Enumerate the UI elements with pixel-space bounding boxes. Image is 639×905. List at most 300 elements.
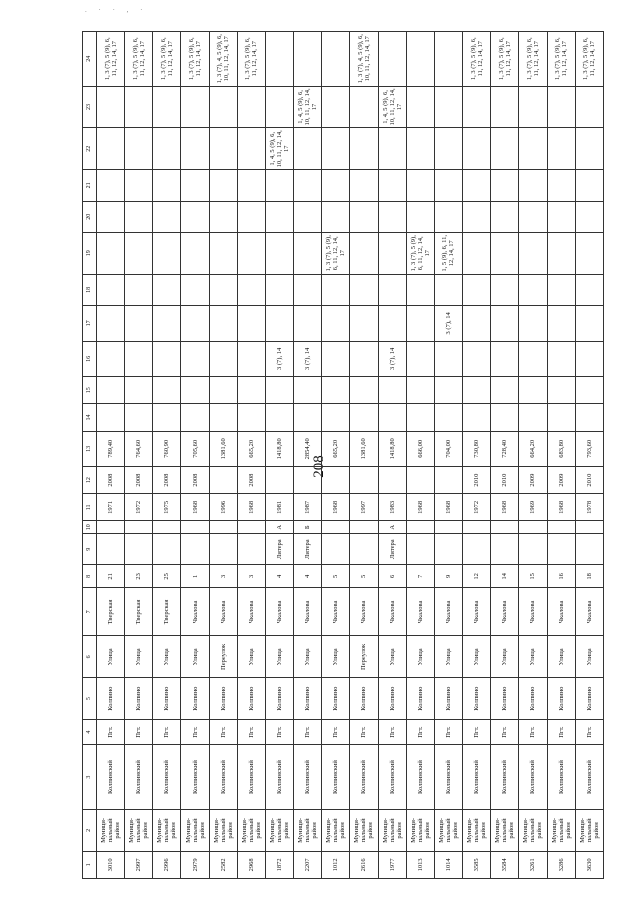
cell-c24: 1, 3 (7), 5 (9), 6, 11, 12, 14, 17: [125, 32, 153, 87]
cell-c16: [547, 341, 575, 377]
cell-c16: [463, 341, 491, 377]
cell-street: Чкалова: [350, 588, 378, 636]
cell-c20: [519, 201, 547, 232]
cell-c20: [181, 201, 209, 232]
cell-letter-label: [322, 534, 350, 565]
cell-c17: [125, 306, 153, 342]
column-number-1: 1: [83, 851, 97, 878]
cell-letter-label: [209, 534, 237, 565]
cell-c20: [434, 201, 462, 232]
cell-district-name: Колпинский: [294, 745, 322, 810]
cell-c17: [153, 306, 181, 342]
cell-c18: [265, 274, 293, 305]
cell-c18: [153, 274, 181, 305]
cell-year-built: 1996: [209, 494, 237, 521]
cell-c15: [153, 377, 181, 404]
cell-district-type: Муници-пальный район: [378, 810, 406, 852]
cell-settlement-type: Пгт.: [463, 720, 491, 745]
cell-year-built: 1978: [575, 494, 603, 521]
cell-c15: [209, 377, 237, 404]
cell-settlement-type: Пгт.: [519, 720, 547, 745]
cell-c21: [125, 170, 153, 201]
cell-c22: [547, 128, 575, 170]
cell-c19: [547, 232, 575, 274]
cell-c18: [294, 274, 322, 305]
cell-district-type: Муници-пальный район: [209, 810, 237, 852]
cell-c16: [97, 341, 125, 377]
cell-c24: [406, 32, 434, 87]
cell-c16: [209, 341, 237, 377]
cell-c14: [575, 404, 603, 431]
cell-letter: [153, 521, 181, 534]
cell-year-repair: [434, 467, 462, 494]
table-row: [322, 32, 350, 879]
cell-street: Чкалова: [181, 588, 209, 636]
column-number-9: 9: [83, 534, 97, 565]
cell-house-number: 15: [519, 565, 547, 588]
cell-letter: [406, 521, 434, 534]
cell-year-built: 1968: [406, 494, 434, 521]
cell-c14: [519, 404, 547, 431]
cell-settlement: Колпино: [294, 678, 322, 720]
cell-c14: [434, 404, 462, 431]
cell-street-type: Улица: [463, 636, 491, 678]
cell-letter: [575, 521, 603, 534]
table-row: [463, 32, 491, 879]
cell-house-number: 16: [547, 565, 575, 588]
cell-id: 3286: [547, 851, 575, 878]
cell-c24: [322, 32, 350, 87]
cell-c22: [209, 128, 237, 170]
cell-house-number: 5: [350, 565, 378, 588]
cell-street-type: Улица: [406, 636, 434, 678]
cell-c22: [434, 128, 462, 170]
cell-settlement-type: Пгт.: [97, 720, 125, 745]
cell-c18: [350, 274, 378, 305]
cell-settlement: Колпино: [350, 678, 378, 720]
column-number-5: 5: [83, 678, 97, 720]
cell-c24: 1, 3 (7), 5 (9), 6, 11, 12, 14, 17: [97, 32, 125, 87]
cell-c15: [434, 377, 462, 404]
cell-settlement: Колпино: [378, 678, 406, 720]
cell-street-type: Улица: [237, 636, 265, 678]
cell-c20: [350, 201, 378, 232]
cell-district-name: Колпинский: [575, 745, 603, 810]
cell-settlement-type: Пгт.: [547, 720, 575, 745]
cell-street: Чкалова: [378, 588, 406, 636]
cell-letter-label: [406, 534, 434, 565]
cell-area: 1418,80: [265, 431, 293, 467]
cell-house-number: 14: [491, 565, 519, 588]
cell-id: 1012: [322, 851, 350, 878]
cell-street-type: Переулок: [350, 636, 378, 678]
table-row: [406, 32, 434, 879]
table-row: [209, 32, 237, 879]
cell-settlement: Колпино: [491, 678, 519, 720]
cell-id: 2979: [181, 851, 209, 878]
cell-district-name: Колпинский: [125, 745, 153, 810]
column-number-20: 20: [83, 201, 97, 232]
cell-letter-label: [237, 534, 265, 565]
cell-settlement: Колпино: [322, 678, 350, 720]
column-number-8: 8: [83, 565, 97, 588]
cell-year-repair: 2008: [237, 467, 265, 494]
cell-area: 1418,80: [378, 431, 406, 467]
cell-c23: [265, 86, 293, 128]
cell-c16: [322, 341, 350, 377]
cell-c21: [153, 170, 181, 201]
cell-settlement: Колпино: [237, 678, 265, 720]
table-row: [547, 32, 575, 879]
cell-house-number: 9: [434, 565, 462, 588]
cell-street: Тверская: [153, 588, 181, 636]
cell-c21: [378, 170, 406, 201]
cell-district-type: Муници-пальный район: [181, 810, 209, 852]
cell-c15: [350, 377, 378, 404]
cell-district-name: Колпинский: [265, 745, 293, 810]
cell-settlement: Колпино: [547, 678, 575, 720]
cell-c19: 1, 5 (9), 6, 11, 12, 14, 17: [434, 232, 462, 274]
cell-house-number: 3: [237, 565, 265, 588]
cell-c16: 3 (7), 14: [294, 341, 322, 377]
cell-year-repair: [265, 467, 293, 494]
cell-area: 2854,40: [294, 431, 322, 467]
cell-area: 1381,60: [209, 431, 237, 467]
cell-district-name: Колпинский: [350, 745, 378, 810]
cell-district-type: Муници-пальный район: [547, 810, 575, 852]
cell-street-type: Улица: [575, 636, 603, 678]
column-number-17: 17: [83, 306, 97, 342]
cell-district-name: Колпинский: [491, 745, 519, 810]
cell-street-type: Улица: [491, 636, 519, 678]
table-row: [97, 32, 125, 879]
cell-district-name: Колпинский: [153, 745, 181, 810]
table-row: [265, 32, 293, 879]
cell-c23: [322, 86, 350, 128]
cell-district-name: Колпинский: [97, 745, 125, 810]
cell-settlement: Колпино: [575, 678, 603, 720]
cell-c17: [322, 306, 350, 342]
cell-c16: [153, 341, 181, 377]
cell-c20: [547, 201, 575, 232]
cell-district-type: Муници-пальный район: [406, 810, 434, 852]
cell-letter-label: Литера: [265, 534, 293, 565]
cell-year-repair: 2009: [547, 467, 575, 494]
cell-letter: [547, 521, 575, 534]
cell-district-type: Муници-пальный район: [294, 810, 322, 852]
cell-c22: [322, 128, 350, 170]
cell-settlement-type: Пгт.: [265, 720, 293, 745]
cell-c18: [406, 274, 434, 305]
cell-district-type: Муници-пальный район: [237, 810, 265, 852]
cell-letter-label: [97, 534, 125, 565]
cell-c21: [350, 170, 378, 201]
cell-id: 3584: [491, 851, 519, 878]
cell-letter: [97, 521, 125, 534]
cell-c20: [575, 201, 603, 232]
cell-c14: [125, 404, 153, 431]
cell-street-type: Улица: [125, 636, 153, 678]
cell-c20: [209, 201, 237, 232]
cell-id: 1977: [378, 851, 406, 878]
cell-street: Чкалова: [322, 588, 350, 636]
cell-id: 3585: [463, 851, 491, 878]
cell-street: Чкалова: [406, 588, 434, 636]
cell-year-built: 1981: [265, 494, 293, 521]
cell-settlement-type: Пгт.: [181, 720, 209, 745]
cell-c16: [575, 341, 603, 377]
cell-year-repair: 2008: [97, 467, 125, 494]
cell-letter: [209, 521, 237, 534]
cell-c23: [547, 86, 575, 128]
cell-district-type: Муници-пальный район: [463, 810, 491, 852]
cell-c21: [322, 170, 350, 201]
cell-letter-label: [463, 534, 491, 565]
cell-c15: [547, 377, 575, 404]
cell-letter-label: [153, 534, 181, 565]
cell-settlement-type: Пгт.: [237, 720, 265, 745]
cell-letter: [463, 521, 491, 534]
cell-c22: [406, 128, 434, 170]
cell-area: 730,80: [463, 431, 491, 467]
cell-c20: [406, 201, 434, 232]
cell-street-type: Улица: [181, 636, 209, 678]
cell-c21: [181, 170, 209, 201]
cell-c21: [237, 170, 265, 201]
cell-c24: 1, 3 (7), 5 (9), 6, 11, 12, 14, 17: [547, 32, 575, 87]
cell-letter: Б: [294, 521, 322, 534]
cell-settlement-type: Пгт.: [350, 720, 378, 745]
cell-c15: [322, 377, 350, 404]
cell-c19: [97, 232, 125, 274]
column-number-12: 12: [83, 467, 97, 494]
cell-district-type: Муници-пальный район: [153, 810, 181, 852]
cell-area: 666,00: [406, 431, 434, 467]
cell-letter: [322, 521, 350, 534]
cell-house-number: 1: [181, 565, 209, 588]
cell-street: Чкалова: [491, 588, 519, 636]
cell-letter: А: [378, 521, 406, 534]
cell-c23: [153, 86, 181, 128]
table-row: [153, 32, 181, 879]
column-number-11: 11: [83, 494, 97, 521]
cell-area: 764,60: [125, 431, 153, 467]
cell-c24: 1, 3 (7), 4, 5 (9), 6, 10, 11, 12, 14, 17: [209, 32, 237, 87]
cell-id: 2582: [209, 851, 237, 878]
column-number-15: 15: [83, 377, 97, 404]
cell-c16: [237, 341, 265, 377]
cell-c18: [434, 274, 462, 305]
cell-year-built: 1972: [463, 494, 491, 521]
column-number-19: 19: [83, 232, 97, 274]
cell-c14: [406, 404, 434, 431]
cell-settlement: Колпино: [434, 678, 462, 720]
cell-c22: [294, 128, 322, 170]
cell-settlement-type: Пгт.: [294, 720, 322, 745]
cell-area: 1381,60: [350, 431, 378, 467]
cell-year-built: 1968: [322, 494, 350, 521]
cell-id: 2996: [153, 851, 181, 878]
cell-street: Чкалова: [463, 588, 491, 636]
cell-year-repair: [350, 467, 378, 494]
cell-c17: [350, 306, 378, 342]
cell-letter-label: [547, 534, 575, 565]
cell-district-type: Муници-пальный район: [265, 810, 293, 852]
cell-c22: [350, 128, 378, 170]
cell-year-repair: 2009: [519, 467, 547, 494]
cell-c23: [350, 86, 378, 128]
cell-c19: [350, 232, 378, 274]
cell-c19: [209, 232, 237, 274]
column-number-4: 4: [83, 720, 97, 745]
cell-c18: [575, 274, 603, 305]
cell-c17: [406, 306, 434, 342]
cell-c18: [463, 274, 491, 305]
cell-year-built: 1975: [153, 494, 181, 521]
cell-c17: [237, 306, 265, 342]
cell-c17: [181, 306, 209, 342]
cell-area: 793,60: [575, 431, 603, 467]
table-row: [434, 32, 462, 879]
cell-c15: [378, 377, 406, 404]
cell-area: 760,90: [153, 431, 181, 467]
cell-id: 1013: [406, 851, 434, 878]
cell-street-type: Улица: [265, 636, 293, 678]
cell-district-type: Муници-пальный район: [434, 810, 462, 852]
cell-street: Чкалова: [434, 588, 462, 636]
cell-c23: [209, 86, 237, 128]
scan-marks: . · · , ·: [85, 6, 148, 14]
cell-c20: [463, 201, 491, 232]
cell-c18: [378, 274, 406, 305]
cell-c22: [237, 128, 265, 170]
cell-c24: [265, 32, 293, 87]
cell-year-built: 1968: [547, 494, 575, 521]
cell-settlement: Колпино: [519, 678, 547, 720]
cell-year-built: 1987: [294, 494, 322, 521]
column-number-2: 2: [83, 810, 97, 852]
cell-c14: [209, 404, 237, 431]
table-row: [125, 32, 153, 879]
cell-c23: [406, 86, 434, 128]
cell-year-repair: 2008: [181, 467, 209, 494]
cell-c24: 1, 3 (7), 5 (9), 6, 11, 12, 14, 17: [153, 32, 181, 87]
cell-settlement-type: Пгт.: [153, 720, 181, 745]
column-number-18: 18: [83, 274, 97, 305]
cell-settlement: Колпино: [406, 678, 434, 720]
cell-c15: [265, 377, 293, 404]
cell-c23: [575, 86, 603, 128]
column-number-21: 21: [83, 170, 97, 201]
cell-year-built: 1968: [434, 494, 462, 521]
cell-c19: 1, 3 (7), 5 (9), 6, 11, 12, 14, 17: [322, 232, 350, 274]
cell-c14: [322, 404, 350, 431]
cell-settlement: Колпино: [209, 678, 237, 720]
cell-c22: [153, 128, 181, 170]
cell-c16: 3 (7), 14: [378, 341, 406, 377]
cell-c14: [237, 404, 265, 431]
cell-settlement: Колпино: [125, 678, 153, 720]
cell-settlement: Колпино: [265, 678, 293, 720]
column-number-row: [83, 32, 97, 879]
column-number-24: 24: [83, 32, 97, 87]
page-number: 208: [310, 455, 327, 478]
table-row: [294, 32, 322, 879]
cell-c15: [97, 377, 125, 404]
table-row: [575, 32, 603, 879]
cell-c14: [463, 404, 491, 431]
cell-c24: 1, 3 (7), 4, 5 (9), 6, 10, 11, 12, 14, 17: [350, 32, 378, 87]
cell-c17: [463, 306, 491, 342]
cell-letter-label: [350, 534, 378, 565]
cell-c21: [519, 170, 547, 201]
cell-c21: [97, 170, 125, 201]
cell-c15: [237, 377, 265, 404]
cell-settlement: Колпино: [153, 678, 181, 720]
cell-settlement-type: Пгт.: [575, 720, 603, 745]
cell-c15: [519, 377, 547, 404]
cell-c15: [125, 377, 153, 404]
cell-c19: [294, 232, 322, 274]
cell-id: 1014: [434, 851, 462, 878]
cell-c24: 1, 3 (7), 5 (9), 6, 11, 12, 14, 17: [491, 32, 519, 87]
buildings-table: [82, 31, 604, 879]
cell-c18: [491, 274, 519, 305]
cell-street-type: Улица: [519, 636, 547, 678]
cell-district-name: Колпинский: [406, 745, 434, 810]
cell-c14: [547, 404, 575, 431]
cell-id: 3010: [97, 851, 125, 878]
cell-c23: [181, 86, 209, 128]
cell-letter-label: [575, 534, 603, 565]
cell-district-type: Муници-пальный район: [322, 810, 350, 852]
cell-year-built: 1968: [237, 494, 265, 521]
table-header: [83, 32, 97, 879]
cell-c17: [378, 306, 406, 342]
cell-c19: [125, 232, 153, 274]
cell-house-number: 4: [294, 565, 322, 588]
cell-id: 2968: [237, 851, 265, 878]
cell-settlement-type: Пгт.: [125, 720, 153, 745]
cell-district-name: Колпинский: [434, 745, 462, 810]
cell-c24: 1, 3 (7), 5 (9), 6, 11, 12, 14, 17: [519, 32, 547, 87]
cell-c18: [519, 274, 547, 305]
cell-c24: 1, 3 (7), 5 (9), 6, 11, 12, 14, 17: [463, 32, 491, 87]
column-number-23: 23: [83, 86, 97, 128]
cell-c20: [265, 201, 293, 232]
cell-year-built: 1972: [125, 494, 153, 521]
cell-letter-label: [519, 534, 547, 565]
cell-c22: [125, 128, 153, 170]
cell-c23: 1, 4, 5 (9), 6, 10, 11, 12, 14, 17: [294, 86, 322, 128]
rotated-table-container: [82, 31, 604, 879]
cell-district-name: Колпинский: [181, 745, 209, 810]
cell-c15: [181, 377, 209, 404]
cell-c22: [519, 128, 547, 170]
cell-street: Чкалова: [547, 588, 575, 636]
cell-c21: [265, 170, 293, 201]
cell-c18: [209, 274, 237, 305]
column-number-7: 7: [83, 588, 97, 636]
cell-c18: [237, 274, 265, 305]
cell-district-type: Муници-пальный район: [491, 810, 519, 852]
cell-c20: [294, 201, 322, 232]
cell-house-number: 23: [125, 565, 153, 588]
column-number-10: 10: [83, 521, 97, 534]
cell-c23: [237, 86, 265, 128]
cell-id: 2207: [294, 851, 322, 878]
cell-c22: [378, 128, 406, 170]
